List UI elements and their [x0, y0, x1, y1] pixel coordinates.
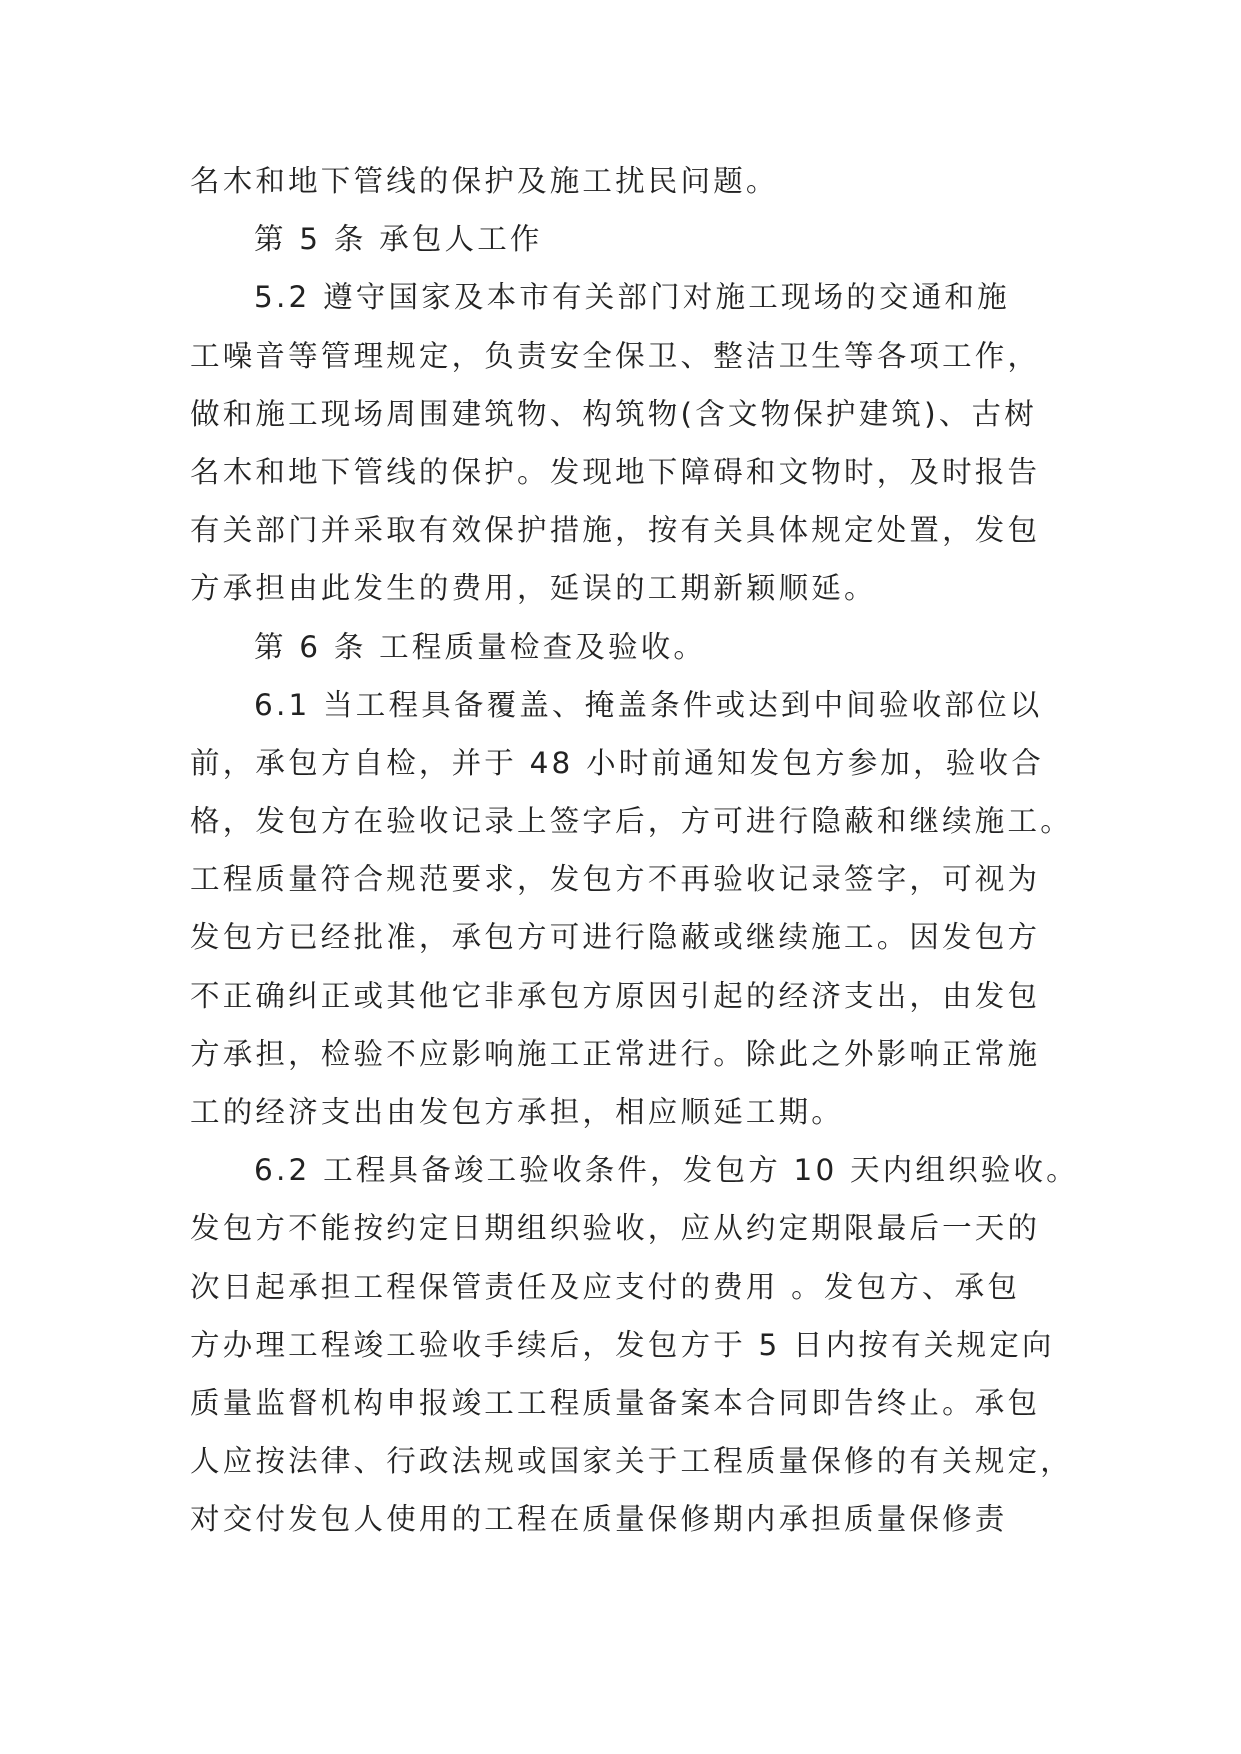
text-line: 发包方不能按约定日期组织验收，应从约定期限最后一天的	[190, 1211, 1041, 1246]
text-line: 格，发包方在验收记录上签字后，方可进行隐蔽和继续施工。	[190, 804, 1073, 839]
article-5-heading: 第 5 条 承包人工作	[254, 222, 543, 257]
text-line: 工噪音等管理规定，负责安全保卫、整洁卫生等各项工作，	[190, 338, 1041, 373]
article-6-heading: 第 6 条 工程质量检查及验收。	[254, 629, 707, 664]
clause-6-1-line: 6.1 当工程具备覆盖、掩盖条件或达到中间验收部位以	[254, 687, 1043, 722]
text-line: 工的经济支出由发包方承担，相应顺延工期。	[190, 1095, 845, 1129]
text-line: 次日起承担工程保管责任及应支付的费用 。发包方、承包	[190, 1269, 1021, 1304]
text-line: 发包方已经批准，承包方可进行隐蔽或继续施工。因发包方	[190, 920, 1041, 955]
text-line: 做和施工现场周围建筑物、构筑物(含文物保护建筑)、古树	[190, 396, 1037, 431]
text-line: 人应按法律、行政法规或国家关于工程质量保修的有关规定，	[190, 1444, 1073, 1479]
text-line: 方承担，检验不应影响施工正常进行。除此之外影响正常施	[190, 1036, 1041, 1071]
text-line: 对交付发包人使用的工程在质量保修期内承担质量保修责	[190, 1502, 1008, 1537]
text-line: 前，承包方自检，并于 48 小时前通知发包方参加，验收合	[190, 745, 1044, 780]
text-line: 名木和地下管线的保护。发现地下障碍和文物时，及时报告	[190, 454, 1041, 489]
text-line: 方承担由此发生的费用，延误的工期新颖顺延。	[190, 571, 877, 606]
contract-text	[190, 152, 1079, 1549]
text-line: 不正确纠正或其他它非承包方原因引起的经济支出，由发包	[190, 978, 1041, 1013]
text-line: 方办理工程竣工验收手续后，发包方于 5 日内按有关规定向	[190, 1327, 1055, 1362]
text-line: 名木和地下管线的保护及施工扰民问题。	[190, 164, 779, 198]
text-line: 质量监督机构申报竣工工程质量备案本合同即告终止。承包	[190, 1385, 1041, 1420]
clause-5-2-line: 5.2 遵守国家及本市有关部门对施工现场的交通和施	[254, 280, 1010, 315]
text-line: 有关部门并采取有效保护措施，按有关具体规定处置，发包	[190, 513, 1041, 548]
clause-6-2-line: 6.2 工程具备竣工验收条件，发包方 10 天内组织验收。	[254, 1153, 1079, 1188]
text-line: 工程质量符合规范要求，发包方不再验收记录签字，可视为	[190, 862, 1041, 897]
